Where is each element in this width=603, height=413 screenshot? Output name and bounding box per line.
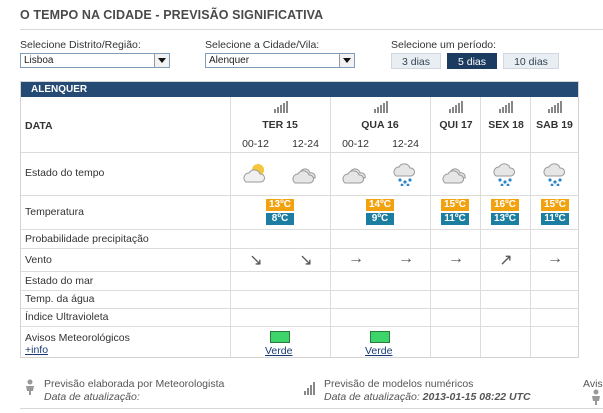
row-divider (21, 195, 578, 196)
wind-arrow-icon: → (398, 250, 414, 267)
wind-row-label: Vento (25, 254, 52, 266)
column-divider (230, 97, 231, 357)
day-label: SAB 19 (536, 119, 573, 131)
more-info-link[interactable]: +info (25, 344, 49, 356)
weather-row-label: Estado do tempo (25, 167, 105, 179)
person-icon (590, 389, 602, 405)
district-label: Selecione Distrito/Região: (20, 39, 141, 51)
title-divider (20, 29, 603, 30)
water-temp-row-label: Temp. da água (25, 293, 95, 305)
rain-cloud-icon (391, 162, 419, 186)
temp-max: 15ºC (541, 199, 569, 211)
chevron-down-icon[interactable] (154, 54, 169, 67)
column-divider (530, 97, 531, 357)
meteo-forecast-title: Previsão elaborada por Meteorologista (44, 378, 225, 390)
city-select[interactable] (205, 53, 355, 68)
model-forecast-title: Previsão de modelos numéricos (324, 378, 474, 390)
period-3-days-button[interactable]: 3 dias (391, 53, 441, 69)
signal-bars-icon[interactable] (449, 101, 463, 113)
column-divider (430, 97, 431, 357)
data-header-label: DATA (25, 120, 53, 132)
temp-min: 9ºC (366, 213, 394, 225)
district-select[interactable] (20, 53, 170, 68)
column-divider (330, 97, 331, 357)
avisos-cutoff-text: Avis (583, 378, 603, 390)
uv-row-label: Índice Ultravioleta (25, 311, 109, 323)
temp-min: 11ºC (541, 213, 569, 225)
wind-arrow-icon: → (348, 250, 364, 267)
temperature-row-label: Temperatura (25, 206, 84, 218)
city-value: Alenquer (209, 55, 250, 66)
wind-arrow-icon: → (547, 250, 563, 267)
model-update-line (324, 391, 531, 403)
period-label: 00-12 (342, 138, 369, 150)
model-update-label: Data de atualização: (324, 391, 420, 403)
rain-cloud-icon (491, 162, 519, 186)
temp-min: 13ºC (491, 213, 519, 225)
location-bar: ALENQUER (21, 82, 578, 97)
period-10-days-button[interactable]: 10 dias (503, 53, 559, 69)
wind-arrow-icon: ↘ (299, 252, 313, 269)
signal-bars-icon (304, 381, 318, 395)
warning-level-box[interactable] (270, 331, 290, 343)
temp-min: 11ºC (441, 213, 469, 225)
signal-bars-icon[interactable] (274, 101, 288, 113)
warnings-row-label: Avisos Meteorológicos (25, 332, 130, 344)
precip-row-label: Probabilidade precipitação (25, 233, 149, 245)
wind-arrow-icon: ↘ (249, 252, 263, 269)
row-divider (21, 229, 578, 230)
day-label: QUI 17 (439, 119, 473, 131)
warning-level-box[interactable] (370, 331, 390, 343)
model-update-value: 2013-01-15 08:22 UTC (422, 391, 531, 403)
wind-arrow-icon: → (448, 250, 464, 267)
temp-max: 13ºC (266, 199, 294, 211)
cloud-icon (441, 162, 469, 186)
wind-arrow-icon: ↗ (499, 252, 513, 269)
temp-min: 8ºC (266, 213, 294, 225)
day-label: QUA 16 (361, 119, 399, 131)
forecast-table (20, 81, 579, 358)
person-icon (24, 379, 36, 395)
row-divider (21, 152, 578, 153)
period-label: 12-24 (292, 138, 319, 150)
period-5-days-button[interactable]: 5 dias (447, 53, 497, 69)
row-divider (21, 326, 578, 327)
row-divider (21, 271, 578, 272)
cloud-icon (341, 162, 369, 186)
day-label: TER 15 (262, 119, 298, 131)
footer-divider (20, 408, 603, 409)
signal-bars-icon[interactable] (548, 101, 562, 113)
sea-row-label: Estado do mar (25, 275, 94, 287)
row-divider (21, 308, 578, 309)
cloud-icon (291, 162, 319, 186)
warning-level-link[interactable]: Verde (365, 345, 393, 357)
temp-max: 15ºC (441, 199, 469, 211)
row-divider (21, 248, 578, 249)
chevron-down-icon[interactable] (339, 54, 354, 67)
meteo-update-label: Data de atualização: (44, 391, 140, 403)
sun-cloud-icon (241, 162, 269, 186)
page-title: O TEMPO NA CIDADE - PREVISÃO SIGNIFICATIVA (20, 8, 324, 22)
signal-bars-icon[interactable] (374, 101, 388, 113)
city-label: Selecione a Cidade/Vila: (205, 39, 320, 51)
temp-max: 14ºC (366, 199, 394, 211)
warning-level-link[interactable]: Verde (265, 345, 293, 357)
day-label: SEX 18 (488, 119, 524, 131)
period-label: 12-24 (392, 138, 419, 150)
column-divider (480, 97, 481, 357)
row-divider (21, 290, 578, 291)
signal-bars-icon[interactable] (499, 101, 513, 113)
period-label: Selecione um período: (391, 39, 497, 51)
rain-cloud-icon (541, 162, 569, 186)
district-value: Lisboa (24, 55, 54, 66)
period-label: 00-12 (242, 138, 269, 150)
temp-max: 16ºC (491, 199, 519, 211)
